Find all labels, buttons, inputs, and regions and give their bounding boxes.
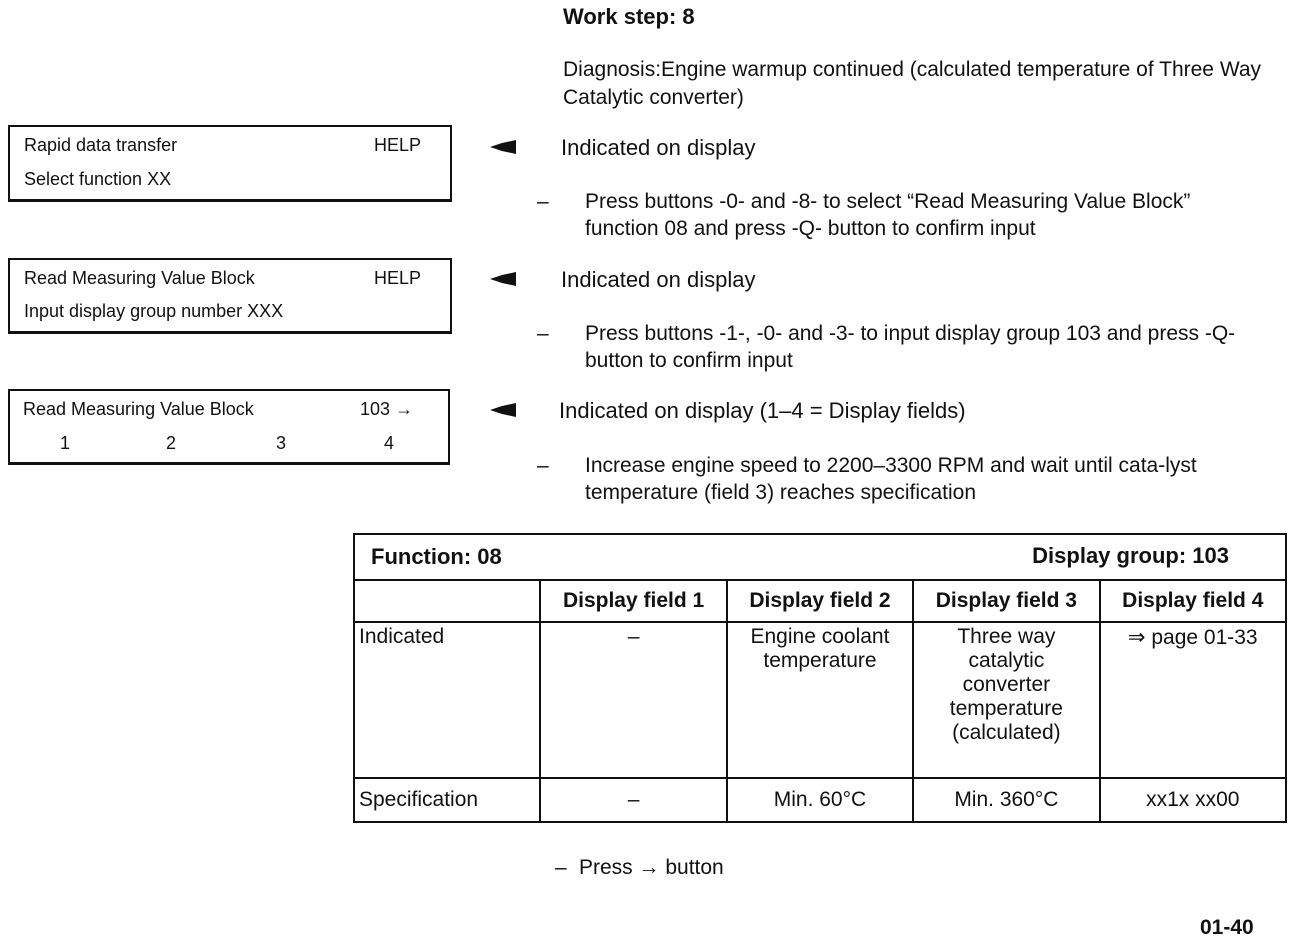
final-instruction (555, 854, 1255, 881)
instruction-1-text: Press buttons -0- and -8- to select “Read Measuring Value Block” function 08 and press -Q- button to confirm input (585, 190, 1191, 240)
instruction-3-text: Increase engine speed to 2200–3300 RPM and wait until cata-lyst temperature (field 3) reaches specification (585, 454, 1197, 504)
display-2-line2: Input display group number XXX (24, 301, 284, 321)
row-label: Specification (354, 778, 540, 822)
column-header: Display field 4 (1100, 580, 1286, 622)
pointing-hand-icon (490, 272, 516, 286)
page-number: 01-40 (1200, 916, 1254, 939)
pointing-hand-icon (490, 140, 516, 154)
table-cell: Three way catalytic converter temperature (calculated) (913, 622, 1099, 778)
table-header-row (354, 534, 1286, 580)
instruction-2-text: Press buttons -1-, -0- and -3- to input display group 103 and press -Q- button to confirm input (585, 322, 1236, 372)
instruction-1 (537, 188, 1261, 242)
display-2-line1: Read Measuring Value Block (24, 268, 255, 288)
display-3-field-1: 1 (60, 433, 71, 453)
work-step-title: Work step: 8 (563, 4, 695, 29)
instruction-2 (537, 320, 1261, 374)
display-1-line1: Rapid data transfer (24, 135, 178, 155)
dash-2: – (537, 322, 549, 345)
display-3-group: 103 → (360, 399, 414, 419)
table-cell: xx1x xx00 (1100, 778, 1286, 822)
display-3-field-2: 2 (166, 433, 177, 453)
table-cell: Min. 60°C (727, 778, 913, 822)
display-3-field-3: 3 (276, 433, 287, 453)
indicated-label-3: Indicated on display (1–4 = Display fields) (559, 398, 966, 423)
dash-1: – (537, 190, 549, 213)
instruction-3 (537, 452, 1261, 506)
display-3-field-4: 4 (384, 433, 395, 453)
table-cell: – (540, 622, 726, 778)
column-header: Display field 3 (913, 580, 1099, 622)
diagnosis-text: Diagnosis:Engine warmup continued (calculated temperature of Three Way Catalytic converter) (563, 58, 1262, 109)
table-cell: – (540, 778, 726, 822)
indicated-label-1: Indicated on display (561, 135, 756, 160)
display-box-2 (8, 258, 452, 334)
column-header-row (354, 580, 1286, 622)
column-header: Display field 2 (727, 580, 913, 622)
table-row (354, 622, 1286, 778)
display-box-1 (8, 125, 452, 202)
display-2-help: HELP (374, 268, 422, 288)
column-header: Display field 1 (540, 580, 726, 622)
display-1-line2: Select function XX (24, 169, 172, 189)
table-header-cell (354, 534, 1286, 580)
pointing-hand-icon (490, 403, 516, 417)
dash-3: – (537, 454, 549, 477)
indicated-label-2: Indicated on display (561, 267, 756, 292)
table-row (354, 778, 1286, 822)
table-cell: ⇒ page 01-33 (1100, 622, 1286, 778)
final-dash: – (555, 856, 567, 879)
table-cell: Engine coolant temperature (727, 622, 913, 778)
display-group-label: Display group: 103 (1032, 543, 1229, 568)
spec-table (353, 533, 1287, 823)
row-label: Indicated (354, 622, 540, 778)
final-instruction-text: Press → button (579, 856, 724, 879)
function-label: Function: 08 (371, 544, 502, 569)
column-header (354, 580, 540, 622)
table-cell: Min. 360°C (913, 778, 1099, 822)
display-1-help: HELP (374, 135, 422, 155)
display-3-line1: Read Measuring Value Block (23, 399, 254, 419)
display-box-3 (8, 389, 450, 465)
